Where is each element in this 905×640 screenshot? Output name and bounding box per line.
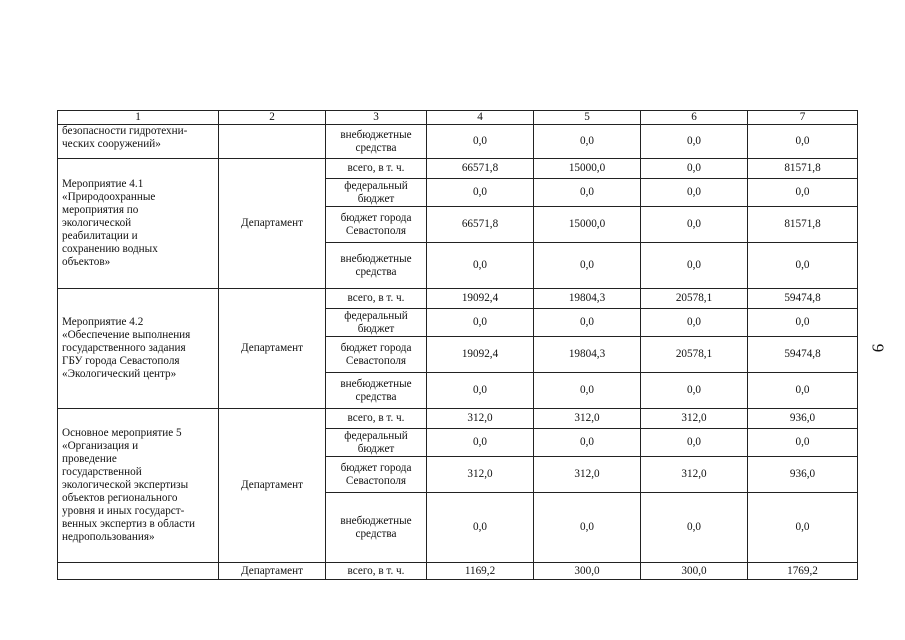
value-cell: 0,0	[534, 493, 641, 563]
value-cell: 0,0	[427, 309, 534, 337]
value-cell: 312,0	[427, 457, 534, 493]
value-cell: 0,0	[748, 493, 858, 563]
funding-source-cell: внебюджетные средства	[326, 493, 427, 563]
measure-name-cell: Мероприятие 4.2 «Обеспечение выполнения государственного задания ГБУ города Севастополя «Экологический центр»	[58, 289, 219, 409]
measure-name-cell: Основное мероприятие 5 «Организация и проведение государственной экологической экспертизы объектов регионального уровня и иных государст- венных экспертиз в области недропользования»	[58, 409, 219, 563]
value-cell: 19092,4	[427, 289, 534, 309]
value-cell: 312,0	[534, 457, 641, 493]
funding-source-cell: бюджет города Севастополя	[326, 207, 427, 243]
value-cell: 0,0	[748, 243, 858, 289]
value-cell: 19092,4	[427, 337, 534, 373]
value-cell: 0,0	[641, 179, 748, 207]
column-header-2: 2	[219, 111, 326, 125]
value-cell: 0,0	[641, 493, 748, 563]
value-cell: 66571,8	[427, 159, 534, 179]
value-cell: 312,0	[427, 409, 534, 429]
value-cell: 20578,1	[641, 337, 748, 373]
column-header-4: 4	[427, 111, 534, 125]
table-row	[58, 159, 858, 179]
column-header-6: 6	[641, 111, 748, 125]
value-cell: 300,0	[534, 563, 641, 580]
value-cell: 19804,3	[534, 289, 641, 309]
measure-name-cell: безопасности гидротехни- ческих сооружений»	[58, 125, 219, 159]
column-header-7: 7	[748, 111, 858, 125]
value-cell: 0,0	[641, 159, 748, 179]
column-header-5: 5	[534, 111, 641, 125]
value-cell: 312,0	[534, 409, 641, 429]
table-row	[58, 289, 858, 309]
funding-source-cell: всего, в т. ч.	[326, 409, 427, 429]
measure-name-cell	[58, 563, 219, 580]
value-cell: 0,0	[641, 309, 748, 337]
value-cell: 15000,0	[534, 159, 641, 179]
funding-source-cell: федеральный бюджет	[326, 179, 427, 207]
value-cell: 0,0	[641, 373, 748, 409]
value-cell: 0,0	[748, 125, 858, 159]
value-cell: 0,0	[534, 309, 641, 337]
value-cell: 0,0	[427, 125, 534, 159]
value-cell: 0,0	[748, 309, 858, 337]
value-cell: 0,0	[427, 243, 534, 289]
value-cell: 0,0	[427, 429, 534, 457]
value-cell: 0,0	[641, 125, 748, 159]
executor-cell: Департамент	[219, 289, 326, 409]
value-cell: 312,0	[641, 409, 748, 429]
executor-cell: Департамент	[219, 563, 326, 580]
value-cell: 312,0	[641, 457, 748, 493]
value-cell: 0,0	[534, 373, 641, 409]
value-cell: 59474,8	[748, 337, 858, 373]
value-cell: 66571,8	[427, 207, 534, 243]
value-cell: 0,0	[534, 179, 641, 207]
value-cell: 0,0	[641, 429, 748, 457]
continuation-row	[58, 125, 858, 159]
executor-cell: Департамент	[219, 159, 326, 289]
funding-source-cell: внебюджетные средства	[326, 125, 427, 159]
funding-source-cell: внебюджетные средства	[326, 373, 427, 409]
measure-name-cell: Мероприятие 4.1 «Природоохранные мероприятия по экологической реабилитации и сохранению водных объектов»	[58, 159, 219, 289]
value-cell: 59474,8	[748, 289, 858, 309]
funding-source-cell: всего, в т. ч.	[326, 289, 427, 309]
column-header-1: 1	[58, 111, 219, 125]
value-cell: 81571,8	[748, 207, 858, 243]
value-cell: 81571,8	[748, 159, 858, 179]
value-cell: 0,0	[641, 207, 748, 243]
table-row	[58, 563, 858, 580]
value-cell: 19804,3	[534, 337, 641, 373]
funding-source-cell: федеральный бюджет	[326, 429, 427, 457]
value-cell: 0,0	[534, 243, 641, 289]
value-cell: 0,0	[748, 179, 858, 207]
value-cell: 1769,2	[748, 563, 858, 580]
page-number: 9	[868, 343, 888, 353]
funding-source-cell: федеральный бюджет	[326, 309, 427, 337]
executor-cell: Департамент	[219, 409, 326, 563]
funding-source-cell: всего, в т. ч.	[326, 159, 427, 179]
value-cell: 936,0	[748, 409, 858, 429]
table-row	[58, 409, 858, 429]
executor-cell	[219, 125, 326, 159]
value-cell: 0,0	[748, 373, 858, 409]
value-cell: 20578,1	[641, 289, 748, 309]
value-cell: 0,0	[534, 125, 641, 159]
value-cell: 0,0	[427, 493, 534, 563]
value-cell: 15000,0	[534, 207, 641, 243]
header-row	[58, 111, 858, 125]
value-cell: 1169,2	[427, 563, 534, 580]
column-header-3: 3	[326, 111, 427, 125]
value-cell: 0,0	[641, 243, 748, 289]
value-cell: 0,0	[427, 179, 534, 207]
funding-source-cell: бюджет города Севастополя	[326, 337, 427, 373]
funding-source-cell: всего, в т. ч.	[326, 563, 427, 580]
funding-source-cell: бюджет города Севастополя	[326, 457, 427, 493]
value-cell: 300,0	[641, 563, 748, 580]
value-cell: 0,0	[748, 429, 858, 457]
funding-source-cell: внебюджетные средства	[326, 243, 427, 289]
budget-table	[57, 110, 858, 580]
value-cell: 0,0	[534, 429, 641, 457]
value-cell: 0,0	[427, 373, 534, 409]
table-body	[58, 111, 858, 580]
value-cell: 936,0	[748, 457, 858, 493]
